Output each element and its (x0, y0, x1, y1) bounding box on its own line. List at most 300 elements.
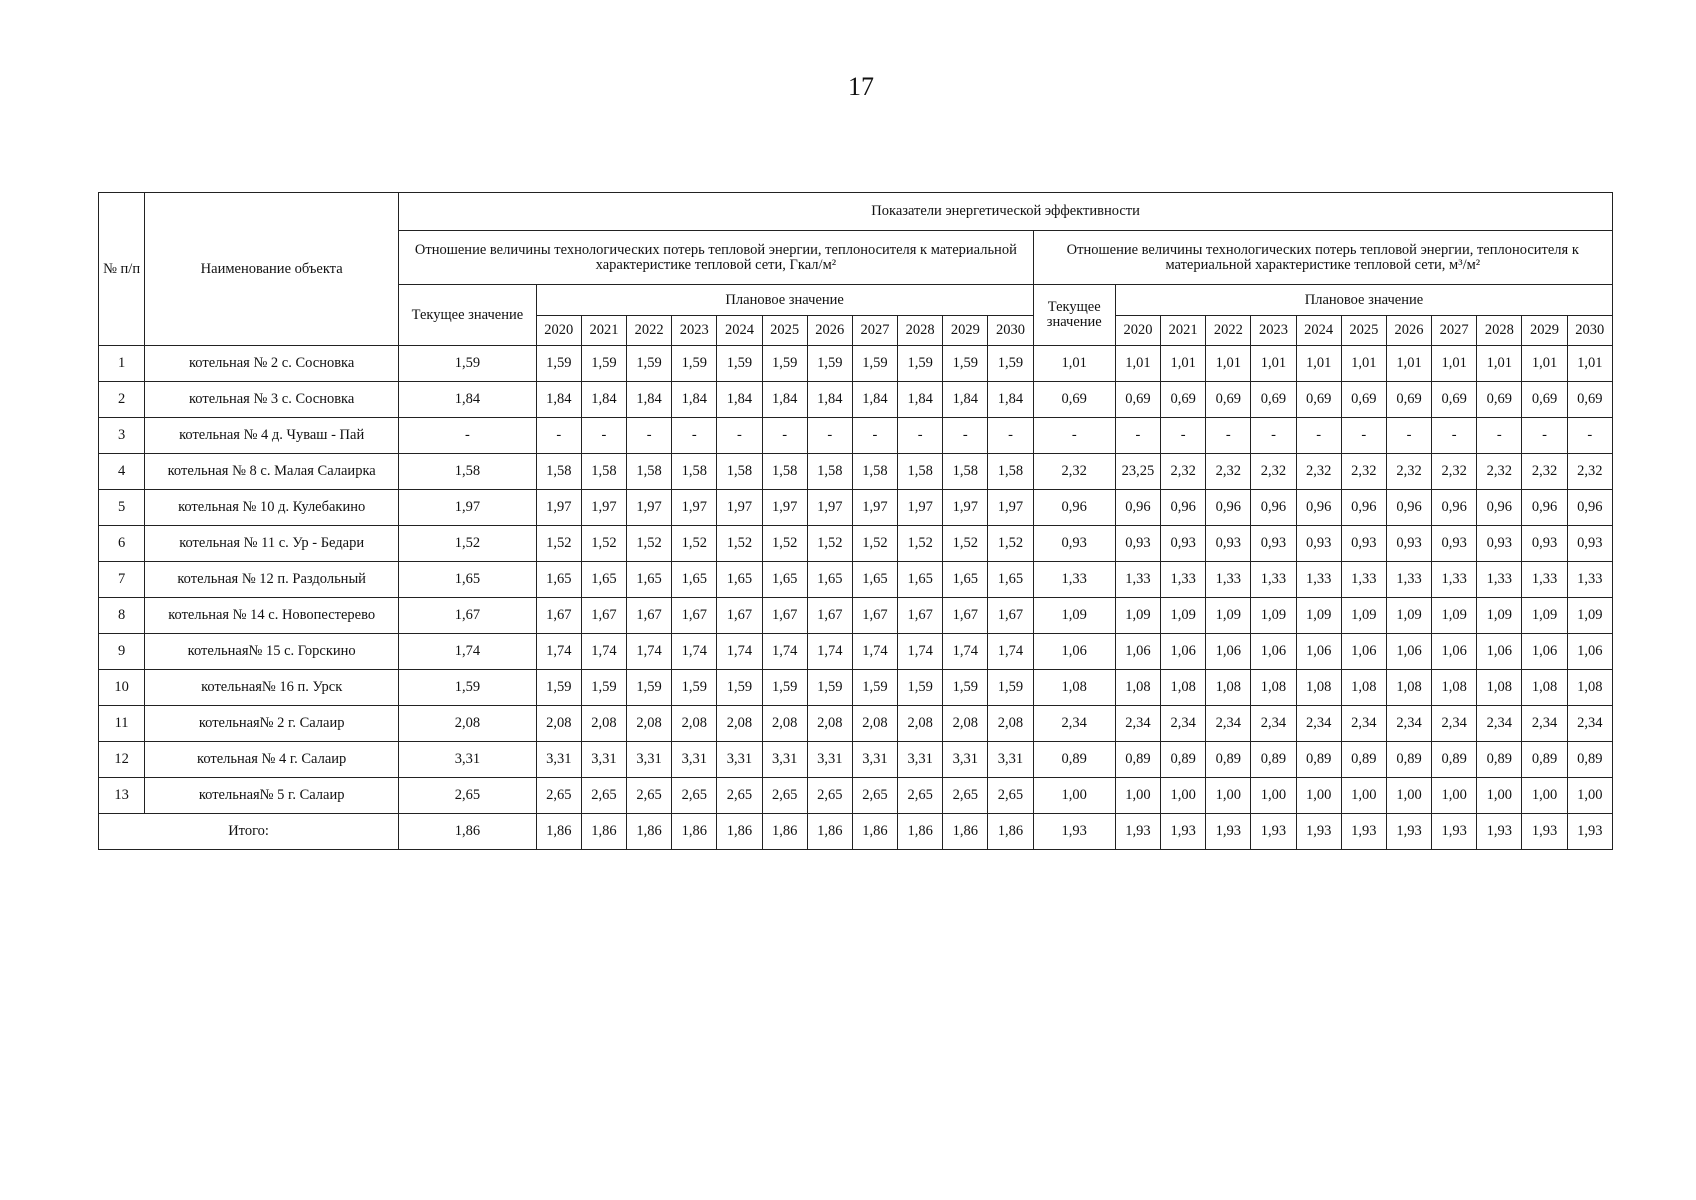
planned-value-gcal: 1,74 (943, 634, 988, 670)
planned-value-m3: 0,89 (1386, 742, 1431, 778)
planned-value-gcal: - (672, 418, 717, 454)
planned-value-gcal: 1,84 (988, 382, 1033, 418)
planned-value-m3: 1,33 (1206, 562, 1251, 598)
planned-value-gcal: 3,31 (943, 742, 988, 778)
planned-value-m3: 1,00 (1432, 778, 1477, 814)
planned-value-gcal: 1,97 (581, 490, 626, 526)
planned-value-m3: 1,08 (1477, 670, 1522, 706)
planned-value-gcal: 1,74 (717, 634, 762, 670)
planned-value-gcal: 2,65 (536, 778, 581, 814)
total-current-value-gcal: 1,86 (399, 814, 537, 850)
total-planned-value-gcal: 1,86 (988, 814, 1033, 850)
year-header-b-2026: 2026 (1386, 316, 1431, 346)
planned-value-gcal: 1,65 (988, 562, 1033, 598)
planned-value-m3: 1,01 (1341, 346, 1386, 382)
planned-value-m3: 0,96 (1567, 490, 1612, 526)
planned-value-m3: - (1477, 418, 1522, 454)
planned-value-m3: - (1432, 418, 1477, 454)
planned-value-m3: 1,06 (1206, 634, 1251, 670)
planned-value-m3: 0,93 (1206, 526, 1251, 562)
planned-value-gcal: 1,52 (898, 526, 943, 562)
total-planned-value-gcal: 1,86 (672, 814, 717, 850)
planned-value-m3: 1,08 (1115, 670, 1160, 706)
section-header-gcal: Отношение величины технологических потерь тепловой энергии, теплоносителя к материальной характеристике тепловой сети, Гкал/м² (399, 231, 1033, 285)
year-header-b-2028: 2028 (1477, 316, 1522, 346)
row-number: 13 (99, 778, 145, 814)
table-row (99, 670, 1613, 706)
table-row (99, 418, 1613, 454)
planned-value-gcal: 1,74 (762, 634, 807, 670)
planned-value-m3: - (1161, 418, 1206, 454)
object-name: котельная№ 16 п. Урск (145, 670, 399, 706)
current-value-gcal: 2,65 (399, 778, 537, 814)
planned-value-gcal: 1,65 (672, 562, 717, 598)
planned-value-gcal: - (536, 418, 581, 454)
planned-value-gcal: 2,65 (762, 778, 807, 814)
planned-value-gcal: 1,74 (536, 634, 581, 670)
planned-value-gcal: 1,59 (627, 670, 672, 706)
planned-value-gcal: 1,65 (898, 562, 943, 598)
planned-value-m3: 2,34 (1251, 706, 1296, 742)
planned-value-m3: 1,06 (1432, 634, 1477, 670)
planned-value-gcal: 2,08 (536, 706, 581, 742)
planned-value-m3: 0,89 (1251, 742, 1296, 778)
planned-value-gcal: 2,08 (852, 706, 897, 742)
planned-value-m3: 1,06 (1477, 634, 1522, 670)
planned-value-gcal: 1,59 (672, 346, 717, 382)
planned-value-gcal: 1,67 (807, 598, 852, 634)
total-current-value-m3: 1,93 (1033, 814, 1115, 850)
table-header (99, 193, 1613, 346)
total-planned-value-gcal: 1,86 (852, 814, 897, 850)
planned-value-m3: 0,69 (1567, 382, 1612, 418)
year-header-b-2023: 2023 (1251, 316, 1296, 346)
planned-value-gcal: 1,74 (898, 634, 943, 670)
planned-value-gcal: 3,31 (807, 742, 852, 778)
planned-value-gcal: 1,65 (717, 562, 762, 598)
planned-value-gcal: 3,31 (717, 742, 762, 778)
object-name: котельная№ 2 г. Салаир (145, 706, 399, 742)
planned-value-m3: 1,06 (1161, 634, 1206, 670)
planned-value-m3: 1,33 (1341, 562, 1386, 598)
planned-value-gcal: 1,58 (943, 454, 988, 490)
planned-value-m3: 0,93 (1296, 526, 1341, 562)
planned-value-gcal: 1,74 (988, 634, 1033, 670)
row-number: 5 (99, 490, 145, 526)
planned-value-gcal: 3,31 (988, 742, 1033, 778)
planned-value-m3: 1,00 (1567, 778, 1612, 814)
row-number: 8 (99, 598, 145, 634)
planned-value-gcal: 1,59 (581, 670, 626, 706)
planned-value-gcal: 1,65 (762, 562, 807, 598)
planned-value-m3: 1,09 (1522, 598, 1567, 634)
planned-value-gcal: 1,59 (717, 346, 762, 382)
planned-value-gcal: 1,52 (807, 526, 852, 562)
planned-value-m3: 1,01 (1296, 346, 1341, 382)
planned-value-gcal: 1,67 (717, 598, 762, 634)
total-planned-value-m3: 1,93 (1341, 814, 1386, 850)
planned-value-m3: 1,09 (1432, 598, 1477, 634)
planned-value-gcal: 1,52 (536, 526, 581, 562)
year-header-a-2023: 2023 (672, 316, 717, 346)
planned-value-gcal: 1,52 (988, 526, 1033, 562)
year-header-a-2028: 2028 (898, 316, 943, 346)
planned-value-m3: 2,32 (1296, 454, 1341, 490)
planned-value-m3: - (1296, 418, 1341, 454)
object-name: котельная № 14 с. Новопестерево (145, 598, 399, 634)
planned-value-m3: 1,09 (1341, 598, 1386, 634)
planned-value-m3: 2,34 (1477, 706, 1522, 742)
planned-value-m3: - (1115, 418, 1160, 454)
planned-value-m3: 1,01 (1115, 346, 1160, 382)
planned-value-gcal: 2,08 (807, 706, 852, 742)
table-row (99, 562, 1613, 598)
planned-value-gcal: 1,84 (627, 382, 672, 418)
planned-value-m3: 1,00 (1477, 778, 1522, 814)
current-value-m3: 2,32 (1033, 454, 1115, 490)
planned-value-gcal: 1,52 (717, 526, 762, 562)
planned-value-m3: 0,69 (1522, 382, 1567, 418)
planned-value-m3: 0,69 (1477, 382, 1522, 418)
planned-value-m3: 0,96 (1115, 490, 1160, 526)
row-number: 2 (99, 382, 145, 418)
planned-value-m3: 2,34 (1161, 706, 1206, 742)
planned-value-m3: 1,09 (1567, 598, 1612, 634)
planned-value-m3: 1,00 (1115, 778, 1160, 814)
total-planned-value-m3: 1,93 (1115, 814, 1160, 850)
planned-value-gcal: 3,31 (536, 742, 581, 778)
planned-value-gcal: 2,08 (627, 706, 672, 742)
planned-value-m3: 1,00 (1522, 778, 1567, 814)
planned-value-m3: - (1206, 418, 1251, 454)
planned-value-m3: 0,69 (1206, 382, 1251, 418)
planned-value-gcal: 1,67 (898, 598, 943, 634)
planned-value-gcal: 1,65 (536, 562, 581, 598)
planned-value-gcal: 1,67 (852, 598, 897, 634)
col-header-name: Наименование объекта (145, 193, 399, 346)
planned-value-gcal: 1,59 (627, 346, 672, 382)
planned-value-gcal: 1,84 (581, 382, 626, 418)
planned-value-m3: 1,09 (1296, 598, 1341, 634)
planned-value-gcal: 2,08 (581, 706, 626, 742)
current-value-gcal: 1,65 (399, 562, 537, 598)
planned-value-gcal: 1,97 (672, 490, 717, 526)
row-number: 3 (99, 418, 145, 454)
current-value-m3: 1,06 (1033, 634, 1115, 670)
current-value-gcal: 1,59 (399, 670, 537, 706)
planned-value-m3: 1,00 (1161, 778, 1206, 814)
total-planned-value-gcal: 1,86 (536, 814, 581, 850)
row-number: 7 (99, 562, 145, 598)
planned-value-header-a: Плановое значение (536, 285, 1033, 316)
row-number: 11 (99, 706, 145, 742)
planned-value-m3: 1,06 (1115, 634, 1160, 670)
total-planned-value-m3: 1,93 (1296, 814, 1341, 850)
total-planned-value-gcal: 1,86 (762, 814, 807, 850)
planned-value-gcal: 2,65 (943, 778, 988, 814)
planned-value-m3: 2,34 (1115, 706, 1160, 742)
object-name: котельная № 4 д. Чуваш - Пай (145, 418, 399, 454)
planned-value-gcal: 1,59 (762, 346, 807, 382)
object-name: котельная № 10 д. Кулебакино (145, 490, 399, 526)
planned-value-gcal: 2,08 (717, 706, 762, 742)
planned-value-gcal: 1,97 (627, 490, 672, 526)
planned-value-gcal: - (988, 418, 1033, 454)
planned-value-m3: 0,93 (1115, 526, 1160, 562)
planned-value-m3: 0,89 (1567, 742, 1612, 778)
planned-value-m3: 1,08 (1296, 670, 1341, 706)
current-value-m3: 0,96 (1033, 490, 1115, 526)
planned-value-gcal: - (852, 418, 897, 454)
planned-value-gcal: 1,58 (627, 454, 672, 490)
planned-value-gcal: 1,59 (536, 670, 581, 706)
table-row (99, 598, 1613, 634)
year-header-a-2030: 2030 (988, 316, 1033, 346)
planned-value-gcal: 1,58 (581, 454, 626, 490)
planned-value-m3: - (1341, 418, 1386, 454)
planned-value-gcal: 2,65 (581, 778, 626, 814)
planned-value-m3: 0,89 (1477, 742, 1522, 778)
planned-value-gcal: 1,52 (627, 526, 672, 562)
planned-value-m3: 1,33 (1161, 562, 1206, 598)
planned-value-m3: 1,33 (1522, 562, 1567, 598)
planned-value-gcal: 3,31 (852, 742, 897, 778)
planned-value-gcal: 1,84 (943, 382, 988, 418)
planned-value-m3: 0,69 (1161, 382, 1206, 418)
planned-value-m3: - (1567, 418, 1612, 454)
planned-value-gcal: 1,97 (762, 490, 807, 526)
planned-value-header-b: Плановое значение (1115, 285, 1612, 316)
planned-value-gcal: 2,65 (672, 778, 717, 814)
planned-value-m3: 1,08 (1386, 670, 1431, 706)
current-value-gcal: 1,74 (399, 634, 537, 670)
current-value-gcal: 3,31 (399, 742, 537, 778)
group-header-energy-efficiency: Показатели энергетической эффективности (399, 193, 1613, 231)
page-number: 17 (848, 72, 874, 101)
row-number: 1 (99, 346, 145, 382)
total-planned-value-m3: 1,93 (1477, 814, 1522, 850)
planned-value-m3: 1,06 (1522, 634, 1567, 670)
planned-value-m3: 0,96 (1477, 490, 1522, 526)
planned-value-gcal: 1,74 (672, 634, 717, 670)
object-name: котельная № 3 с. Сосновка (145, 382, 399, 418)
planned-value-m3: 1,09 (1477, 598, 1522, 634)
planned-value-m3: 2,34 (1341, 706, 1386, 742)
planned-value-gcal: 1,84 (852, 382, 897, 418)
planned-value-m3: 2,34 (1206, 706, 1251, 742)
planned-value-gcal: 1,84 (672, 382, 717, 418)
object-name: котельная № 2 с. Сосновка (145, 346, 399, 382)
total-planned-value-m3: 1,93 (1206, 814, 1251, 850)
planned-value-m3: 1,09 (1386, 598, 1431, 634)
planned-value-m3: 2,32 (1522, 454, 1567, 490)
total-planned-value-m3: 1,93 (1161, 814, 1206, 850)
planned-value-m3: 1,06 (1567, 634, 1612, 670)
planned-value-gcal: 1,97 (536, 490, 581, 526)
planned-value-m3: 23,25 (1115, 454, 1160, 490)
planned-value-gcal: 1,59 (717, 670, 762, 706)
planned-value-gcal: - (581, 418, 626, 454)
planned-value-m3: - (1251, 418, 1296, 454)
planned-value-gcal: 1,58 (717, 454, 762, 490)
planned-value-m3: 1,00 (1341, 778, 1386, 814)
current-value-gcal: 1,58 (399, 454, 537, 490)
planned-value-m3: 2,34 (1522, 706, 1567, 742)
current-value-gcal: - (399, 418, 537, 454)
planned-value-m3: 1,00 (1206, 778, 1251, 814)
total-planned-value-m3: 1,93 (1251, 814, 1296, 850)
total-planned-value-m3: 1,93 (1386, 814, 1431, 850)
planned-value-gcal: 3,31 (627, 742, 672, 778)
total-planned-value-gcal: 1,86 (898, 814, 943, 850)
planned-value-gcal: 1,67 (943, 598, 988, 634)
planned-value-m3: 1,08 (1251, 670, 1296, 706)
planned-value-gcal: 1,67 (581, 598, 626, 634)
planned-value-gcal: 1,59 (852, 346, 897, 382)
planned-value-m3: 0,96 (1341, 490, 1386, 526)
planned-value-gcal: 1,59 (807, 670, 852, 706)
planned-value-gcal: 1,65 (852, 562, 897, 598)
planned-value-m3: 1,01 (1477, 346, 1522, 382)
col-header-number: № п/п (99, 193, 145, 346)
planned-value-m3: 0,93 (1386, 526, 1431, 562)
planned-value-gcal: 1,58 (536, 454, 581, 490)
planned-value-m3: 2,32 (1567, 454, 1612, 490)
planned-value-m3: 1,01 (1161, 346, 1206, 382)
planned-value-gcal: 1,58 (807, 454, 852, 490)
planned-value-m3: 1,08 (1432, 670, 1477, 706)
planned-value-gcal: 1,67 (672, 598, 717, 634)
planned-value-m3: 0,69 (1251, 382, 1296, 418)
planned-value-gcal: 1,59 (536, 346, 581, 382)
total-planned-value-gcal: 1,86 (627, 814, 672, 850)
row-number: 12 (99, 742, 145, 778)
planned-value-gcal: 2,65 (807, 778, 852, 814)
planned-value-m3: 1,33 (1115, 562, 1160, 598)
planned-value-m3: 0,89 (1115, 742, 1160, 778)
planned-value-gcal: 1,84 (807, 382, 852, 418)
planned-value-gcal: 2,08 (943, 706, 988, 742)
planned-value-m3: 0,96 (1296, 490, 1341, 526)
planned-value-gcal: 1,59 (581, 346, 626, 382)
total-planned-value-gcal: 1,86 (581, 814, 626, 850)
planned-value-m3: 1,09 (1206, 598, 1251, 634)
row-number: 4 (99, 454, 145, 490)
planned-value-gcal: - (943, 418, 988, 454)
planned-value-gcal: 1,74 (807, 634, 852, 670)
planned-value-m3: 0,96 (1206, 490, 1251, 526)
total-planned-value-gcal: 1,86 (943, 814, 988, 850)
planned-value-m3: 2,32 (1341, 454, 1386, 490)
planned-value-gcal: 1,59 (672, 670, 717, 706)
planned-value-gcal: 1,59 (898, 346, 943, 382)
current-value-m3: 1,00 (1033, 778, 1115, 814)
planned-value-gcal: 3,31 (762, 742, 807, 778)
object-name: котельная№ 15 с. Горскино (145, 634, 399, 670)
planned-value-gcal: - (717, 418, 762, 454)
year-header-a-2022: 2022 (627, 316, 672, 346)
current-value-gcal: 1,97 (399, 490, 537, 526)
planned-value-m3: 0,93 (1161, 526, 1206, 562)
planned-value-m3: 0,89 (1341, 742, 1386, 778)
planned-value-m3: 1,01 (1432, 346, 1477, 382)
current-value-m3: 0,69 (1033, 382, 1115, 418)
planned-value-gcal: 1,67 (762, 598, 807, 634)
total-row (99, 814, 1613, 850)
total-planned-value-m3: 1,93 (1567, 814, 1612, 850)
total-planned-value-gcal: 1,86 (807, 814, 852, 850)
planned-value-gcal: 1,97 (988, 490, 1033, 526)
year-header-a-2025: 2025 (762, 316, 807, 346)
planned-value-m3: 0,96 (1386, 490, 1431, 526)
planned-value-gcal: 2,08 (762, 706, 807, 742)
planned-value-m3: 1,00 (1296, 778, 1341, 814)
planned-value-gcal: 1,59 (852, 670, 897, 706)
planned-value-m3: 1,08 (1161, 670, 1206, 706)
planned-value-gcal: 1,52 (943, 526, 988, 562)
year-header-b-2025: 2025 (1341, 316, 1386, 346)
current-value-m3: 2,34 (1033, 706, 1115, 742)
planned-value-m3: 2,32 (1251, 454, 1296, 490)
planned-value-m3: 0,96 (1432, 490, 1477, 526)
planned-value-gcal: 1,67 (627, 598, 672, 634)
planned-value-gcal: 1,59 (943, 670, 988, 706)
planned-value-m3: 0,96 (1522, 490, 1567, 526)
table-row (99, 346, 1613, 382)
planned-value-m3: 1,01 (1206, 346, 1251, 382)
planned-value-m3: 1,08 (1522, 670, 1567, 706)
planned-value-m3: 1,33 (1477, 562, 1522, 598)
planned-value-m3: 1,01 (1251, 346, 1296, 382)
object-name: котельная № 11 с. Ур - Бедари (145, 526, 399, 562)
planned-value-gcal: 1,65 (627, 562, 672, 598)
planned-value-gcal: 2,65 (898, 778, 943, 814)
current-value-gcal: 2,08 (399, 706, 537, 742)
planned-value-gcal: 1,52 (852, 526, 897, 562)
object-name: котельная № 8 с. Малая Салаирка (145, 454, 399, 490)
planned-value-m3: 0,69 (1296, 382, 1341, 418)
planned-value-gcal: 1,65 (581, 562, 626, 598)
planned-value-gcal: 2,08 (672, 706, 717, 742)
planned-value-gcal: 2,08 (898, 706, 943, 742)
year-header-a-2027: 2027 (852, 316, 897, 346)
planned-value-gcal: - (627, 418, 672, 454)
planned-value-gcal: 1,52 (581, 526, 626, 562)
planned-value-m3: 1,33 (1567, 562, 1612, 598)
planned-value-gcal: 1,67 (536, 598, 581, 634)
row-number: 6 (99, 526, 145, 562)
table-body (99, 346, 1613, 850)
current-value-gcal: 1,84 (399, 382, 537, 418)
table-row (99, 454, 1613, 490)
year-header-a-2024: 2024 (717, 316, 762, 346)
planned-value-m3: 0,93 (1341, 526, 1386, 562)
planned-value-m3: 1,06 (1386, 634, 1431, 670)
planned-value-m3: 1,33 (1296, 562, 1341, 598)
planned-value-gcal: 1,84 (762, 382, 807, 418)
planned-value-m3: 0,93 (1477, 526, 1522, 562)
planned-value-m3: 1,01 (1522, 346, 1567, 382)
planned-value-m3: - (1522, 418, 1567, 454)
object-name: котельная № 4 г. Салаир (145, 742, 399, 778)
current-value-m3: 0,89 (1033, 742, 1115, 778)
planned-value-gcal: 1,97 (807, 490, 852, 526)
object-name: котельная№ 5 г. Салаир (145, 778, 399, 814)
planned-value-gcal: 1,59 (988, 346, 1033, 382)
total-planned-value-m3: 1,93 (1432, 814, 1477, 850)
year-header-a-2029: 2029 (943, 316, 988, 346)
year-header-b-2027: 2027 (1432, 316, 1477, 346)
